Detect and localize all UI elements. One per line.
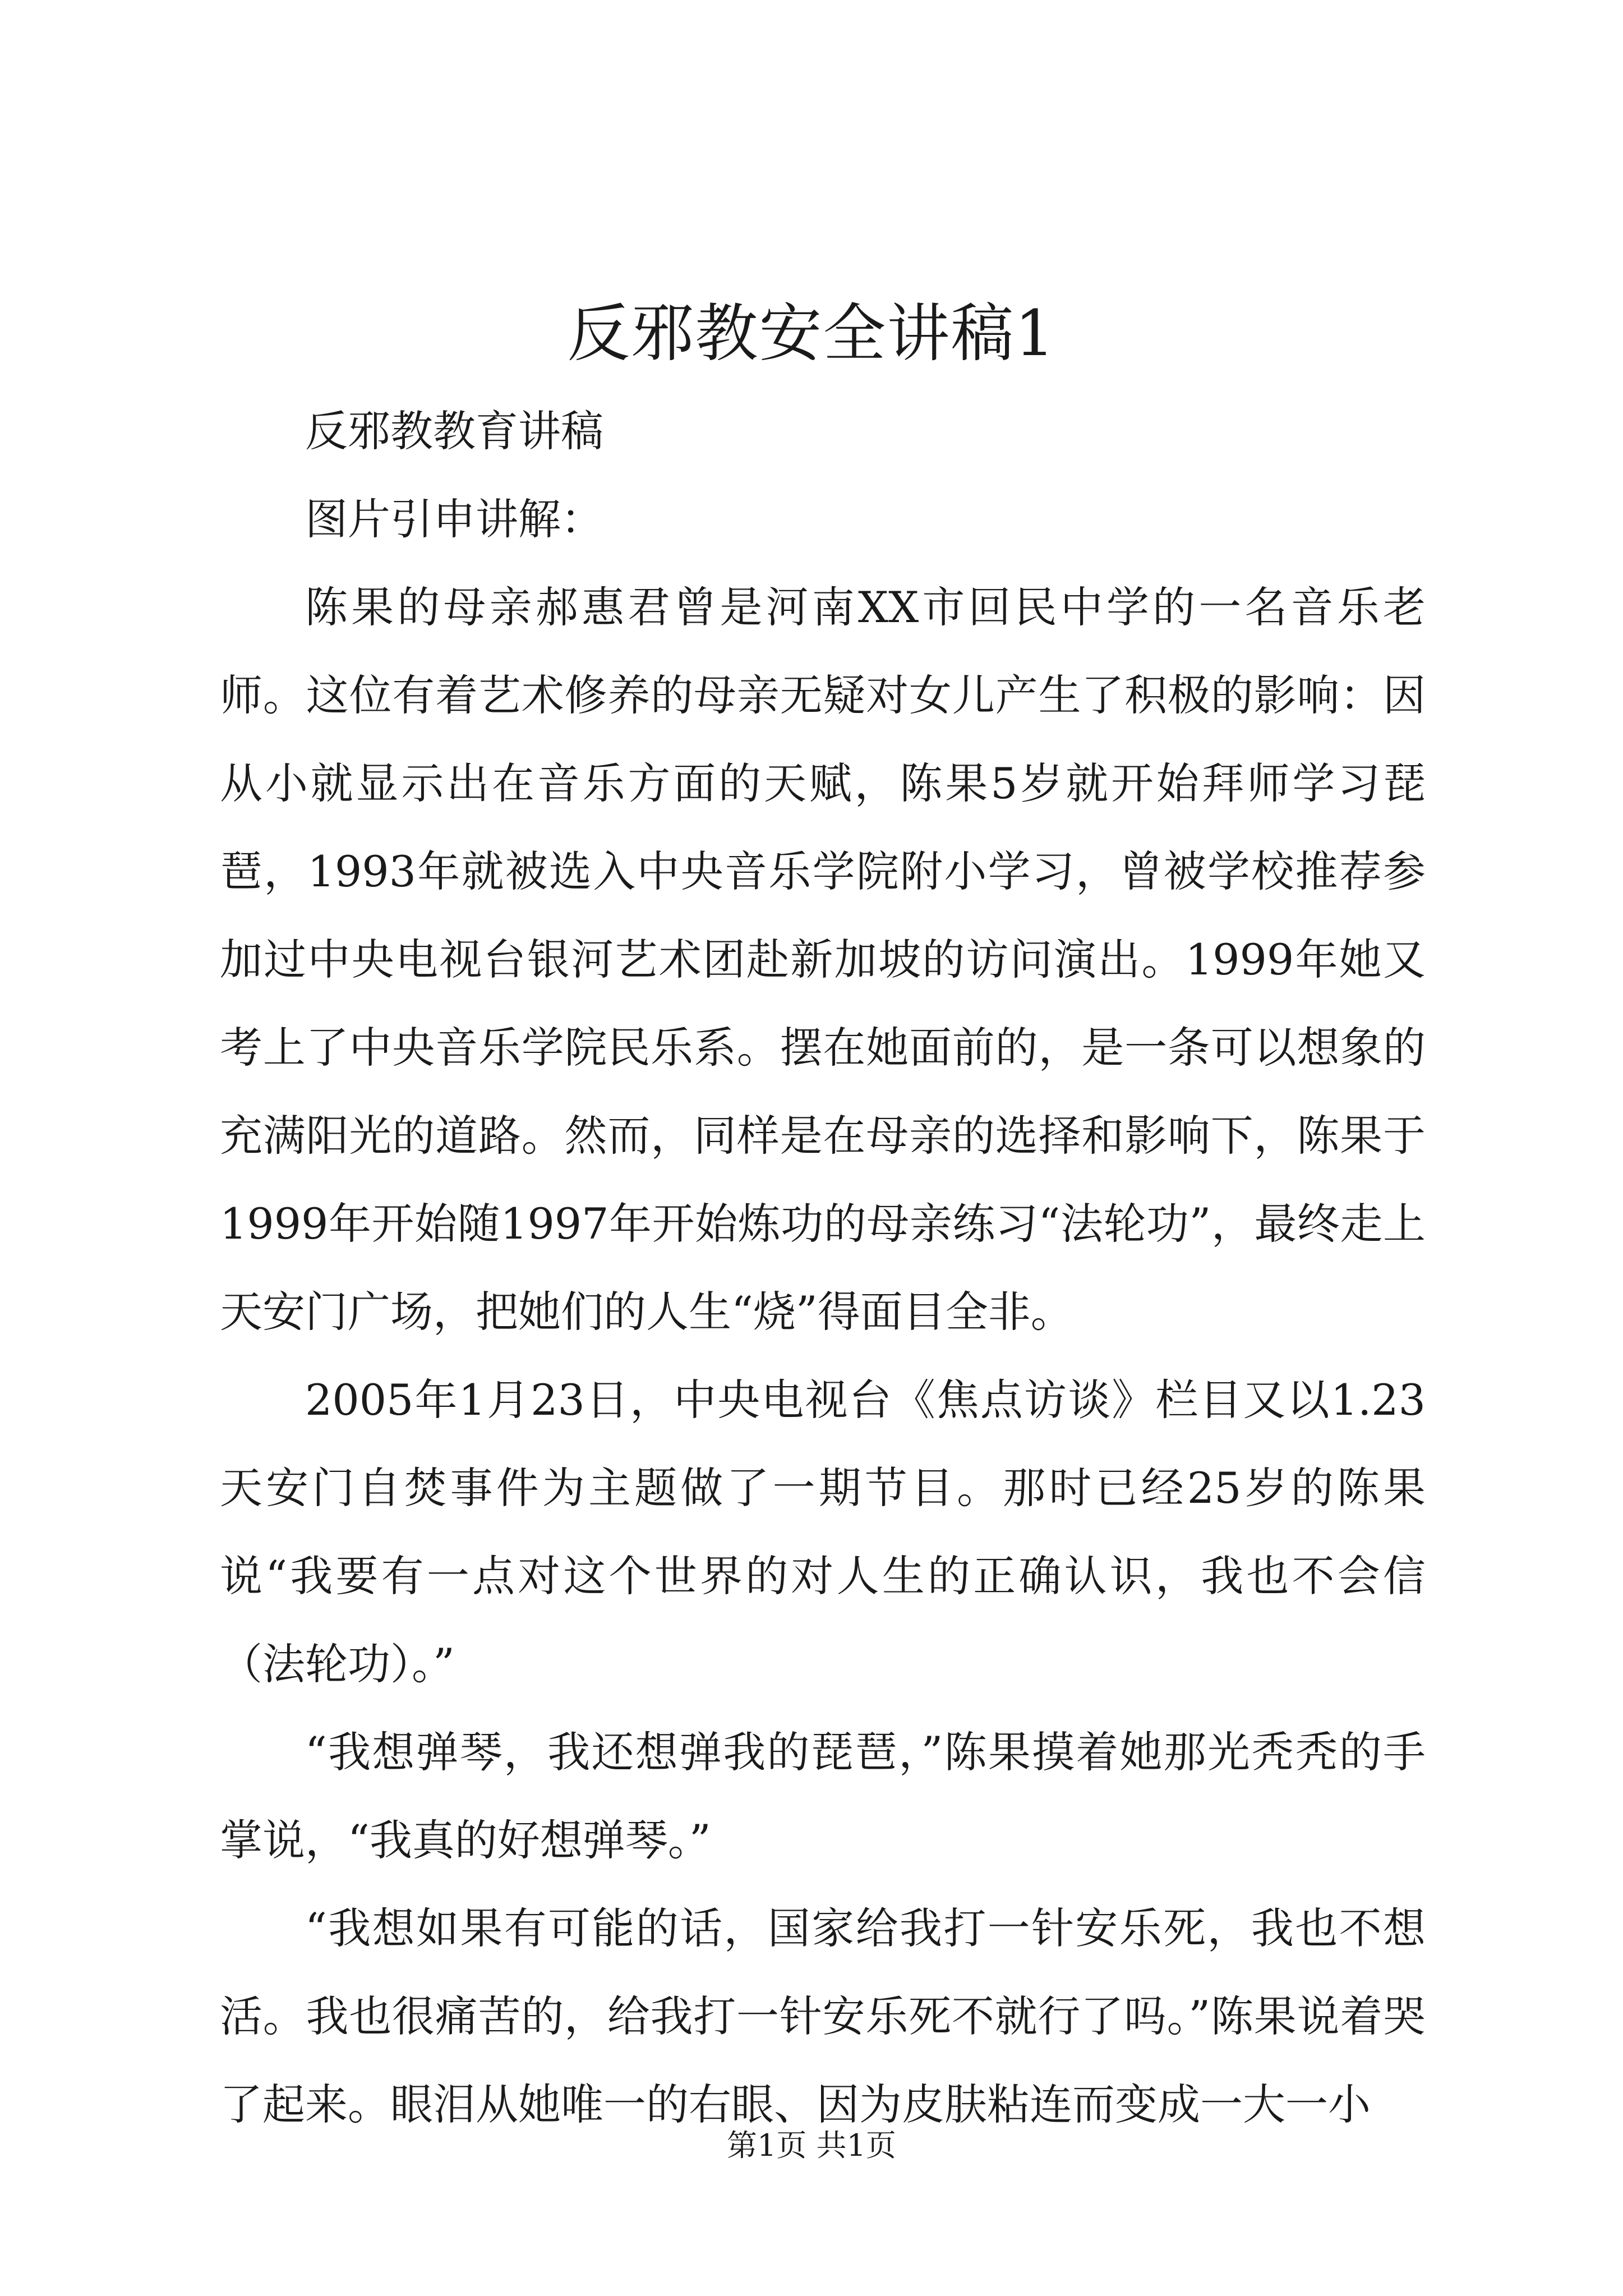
paragraph-body: 陈果的母亲郝惠君曾是河南XX市回民中学的一名音乐老师。这位有着艺术修养的母亲无疑对女儿产生了积极的影响：因从小就显示出在音乐方面的天赋，陈果5岁就开始拜师学习琵琶，1993年就被选入中央音乐学院附小学习，曾被学校推荐参加过中央电视台银河艺术团赴新加坡的访问演出。1999年她又考上了中央音乐学院民乐系。摆在她面前的，是一条可以想象的充满阳光的道路。然而，同样是在母亲的选择和影响下，陈果于1999年开始随1997年开始炼功的母亲练习“法轮功”，最终走上天安门广场，把她们的人生“烧”得面目全非。 [220, 582, 1426, 1337]
paragraph-body: “我想弹琴，我还想弹我的琵琶，”陈果摸着她那光秃秃的手掌说，“我真的好想弹琴。” [220, 1727, 1426, 1865]
paragraph-body: “我想如果有可能的话，国家给我打一针安乐死，我也不想活。我也很痛苦的，给我打一针安乐死不就行了吗。”陈果说着哭了起来。眼泪从她唯一的右眼、因为皮肤粘连而变成一大一小 [220, 1903, 1426, 2129]
paragraph-heading: 反邪教教育讲稿 [305, 406, 603, 456]
page-footer: 第1页 共1页 [727, 2128, 896, 2163]
document-body [220, 387, 1426, 2148]
paragraph-subheading: 图片引申讲解： [305, 494, 603, 544]
document-title: 反邪教安全讲稿1 [567, 297, 1056, 370]
paragraph-body: 2005年1月23日，中央电视台《焦点访谈》栏目又以1.23天安门自焚事件为主题做了一期节目。那时已经25岁的陈果说“我要有一点对这个世界的对人生的正确认识，我也不会信（法轮功）。” [220, 1375, 1426, 1689]
